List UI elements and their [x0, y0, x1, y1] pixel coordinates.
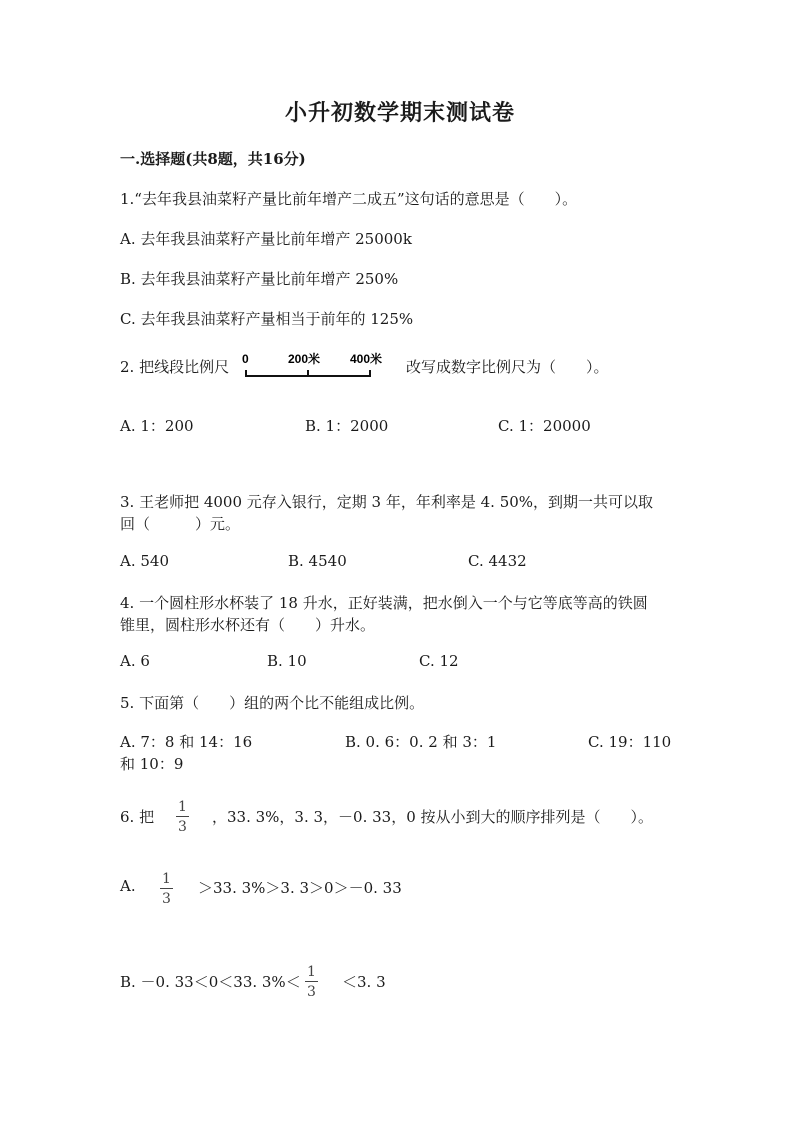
question-6-option-a-rest: ＞33. 3%＞3. 3＞0＞－0. 33 — [198, 879, 402, 897]
scale-label-0: 0 — [242, 352, 249, 366]
question-4-line-1: 4. 一个圆柱形水杯装了 18 升水，正好装满，把水倒入一个与它等底等高的铁圆 — [120, 594, 648, 612]
question-1-stem: 1.“去年我县油菜籽产量比前年增产二成五”这句话的意思是（ ）。 — [120, 190, 578, 208]
section-heading: 一.选择题(共8题，共16分) — [120, 150, 306, 168]
question-5-option-c: C. 19：110 — [588, 733, 672, 751]
question-1-option-b: B. 去年我县油菜籽产量比前年增产 250% — [120, 270, 399, 288]
question-3-option-b: B. 4540 — [288, 552, 347, 570]
option-b-fraction — [305, 965, 318, 999]
question-1-option-a: A. 去年我县油菜籽产量比前年增产 25000k — [120, 230, 412, 248]
option-a-fraction — [160, 872, 173, 906]
question-6-stem-suffix: ，33. 3%，3. 3，－0. 33，0 按从小到大的顺序排列是（ ）。 — [212, 808, 654, 826]
fraction-denominator: 3 — [162, 891, 171, 907]
line-scale-figure — [240, 350, 400, 384]
question-3-option-c: C. 4432 — [468, 552, 527, 570]
fraction-denominator: 3 — [307, 984, 316, 1000]
question-5-option-c-continued: 和 10：9 — [120, 755, 184, 773]
question-2-stem-prefix: 2. 把线段比例尺 — [120, 358, 230, 376]
question-3-line-2: 回（ ）元。 — [120, 515, 241, 533]
question-2-option-b: B. 1：2000 — [305, 417, 389, 435]
fraction-denominator: 3 — [178, 819, 187, 835]
question-3-option-a: A. 540 — [120, 552, 169, 570]
scale-label-400: 400米 — [350, 352, 383, 366]
question-5-stem: 5. 下面第（ ）组的两个比不能组成比例。 — [120, 694, 425, 712]
fraction-numerator: 1 — [307, 964, 316, 980]
question-6-option-a-label: A. — [120, 877, 136, 895]
fraction-numerator: 1 — [178, 799, 187, 815]
question-4-option-b: B. 10 — [267, 652, 307, 670]
fraction-numerator: 1 — [162, 871, 171, 887]
question-6-option-b-prefix: B. －0. 33＜0＜33. 3%＜ — [120, 973, 301, 991]
page-title: 小升初数学期末测试卷 — [284, 100, 515, 126]
question-6-stem-prefix: 6. 把 — [120, 808, 155, 826]
question-5-option-b: B. 0. 6：0. 2 和 3：1 — [345, 733, 497, 751]
question-1-option-c: C. 去年我县油菜籽产量相当于前年的 125% — [120, 310, 414, 328]
scale-label-200: 200米 — [288, 352, 321, 366]
question-4-option-c: C. 12 — [419, 652, 459, 670]
question-2-option-a: A. 1：200 — [120, 417, 194, 435]
question-4-line-2: 锥里，圆柱形水杯还有（ ）升水。 — [120, 616, 376, 634]
fraction-one-third — [176, 800, 189, 834]
question-5-option-a: A. 7：8 和 14：16 — [120, 733, 253, 751]
question-3-line-1: 3. 王老师把 4000 元存入银行，定期 3 年，年利率是 4. 50%，到期一共可以取 — [120, 493, 654, 511]
question-4-option-a: A. 6 — [120, 652, 150, 670]
question-2-option-c: C. 1：20000 — [498, 417, 591, 435]
question-2-stem-suffix: 改写成数字比例尺为（ ）。 — [406, 358, 609, 376]
question-6-option-b-rest: ＜3. 3 — [342, 973, 386, 991]
